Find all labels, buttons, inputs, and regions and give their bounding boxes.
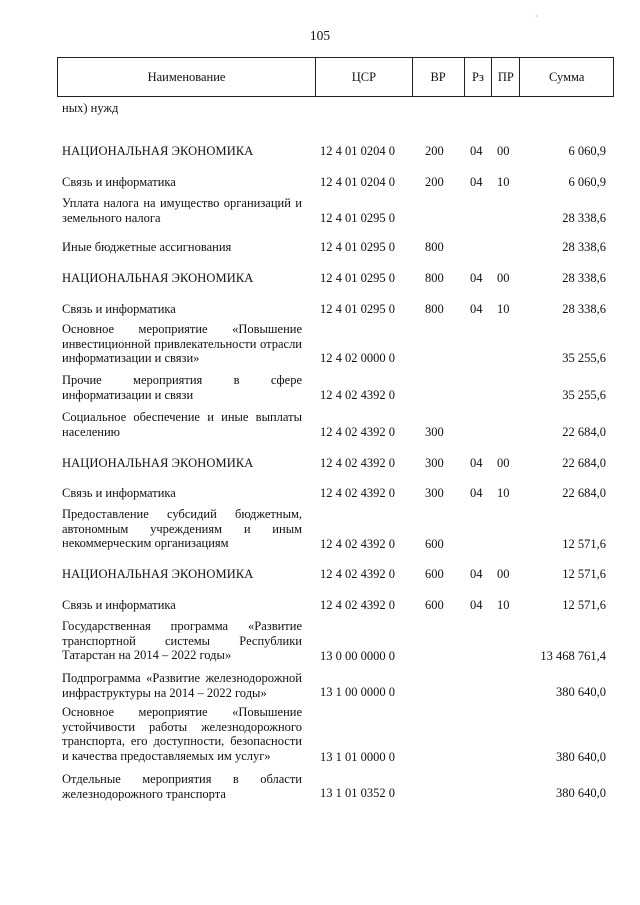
cell-vr: 300 (425, 425, 444, 439)
cell-sum: 28 338,6 (562, 240, 606, 254)
cell-vr: 300 (425, 486, 444, 500)
cell-csr: 12 4 02 0000 0 (320, 351, 395, 365)
cell-vr: 600 (425, 598, 444, 612)
cell-csr: 12 4 02 4392 0 (320, 425, 395, 439)
cell-csr: 12 4 02 4392 0 (320, 456, 395, 470)
cell-sum: 380 640,0 (556, 786, 606, 800)
cell-sum: 22 684,0 (562, 456, 606, 470)
cell-csr: 12 4 02 4392 0 (320, 598, 395, 612)
cell-vr: 800 (425, 302, 444, 316)
cell-csr: 12 4 01 0295 0 (320, 240, 395, 254)
scan-mark: · (535, 12, 538, 21)
cell-sum: 13 468 761,4 (540, 649, 606, 663)
cell-rz: 04 (470, 144, 483, 158)
cell-name: НАЦИОНАЛЬНАЯ ЭКОНОМИКА (62, 271, 254, 285)
header-vr: ВР (412, 58, 464, 96)
cell-name: Иные бюджетные ассигнования (62, 240, 232, 254)
cell-rz: 04 (470, 271, 483, 285)
cell-pr: 00 (497, 456, 510, 470)
cell-name: Отдельные мероприятия в области железнодорожного транспорта (62, 772, 302, 801)
cell-csr: 12 4 02 4392 0 (320, 388, 395, 402)
cell-sum: 6 060,9 (568, 175, 606, 189)
cell-pr: 10 (497, 598, 510, 612)
cell-sum: 28 338,6 (562, 302, 606, 316)
cell-sum: 380 640,0 (556, 685, 606, 699)
cell-pr: 00 (497, 144, 510, 158)
cell-vr: 600 (425, 537, 444, 551)
cell-sum: 12 571,6 (562, 567, 606, 581)
header-rz: Рз (464, 58, 492, 96)
header-name: Наименование (147, 69, 226, 84)
cell-name: Связь и информатика (62, 302, 176, 316)
cell-name: Уплата налога на имущество организаций и земельного налога (62, 196, 302, 225)
cell-csr: 12 4 02 4392 0 (320, 537, 395, 551)
cell-sum: 22 684,0 (562, 425, 606, 439)
cell-sum: 35 255,6 (562, 388, 606, 402)
cell-pr: 00 (497, 567, 510, 581)
cell-sum: 6 060,9 (568, 144, 606, 158)
cell-vr: 600 (425, 567, 444, 581)
cell-sum: 28 338,6 (562, 271, 606, 285)
cell-sum: 28 338,6 (562, 211, 606, 225)
cell-rz: 04 (470, 456, 483, 470)
cell-name: Связь и информатика (62, 486, 176, 500)
cell-csr: 13 1 01 0352 0 (320, 786, 395, 800)
cell-vr: 200 (425, 175, 444, 189)
cell-name: Предоставление субсидий бюджетным, автономным учреждениям и иным некоммерческим организациям (62, 507, 302, 550)
cell-sum: 35 255,6 (562, 351, 606, 365)
cell-csr: 12 4 01 0295 0 (320, 271, 395, 285)
cell-name: Основное мероприятие «Повышение устойчивости работы железнодорожного транспорта, его доступности, безопасности и качества предоставляемых им услуг» (62, 705, 302, 763)
cell-rz: 04 (470, 598, 483, 612)
header-csr: ЦСР (315, 58, 412, 96)
cell-name: Связь и информатика (62, 598, 176, 612)
cell-vr: 800 (425, 240, 444, 254)
cell-rz: 04 (470, 175, 483, 189)
header-sum: Сумма (519, 58, 613, 96)
cell-vr: 800 (425, 271, 444, 285)
cell-csr: 12 4 01 0204 0 (320, 144, 395, 158)
cell-csr: 12 4 01 0295 0 (320, 302, 395, 316)
carry-over-text: ных) нужд (62, 101, 119, 115)
cell-vr: 200 (425, 144, 444, 158)
cell-csr: 13 1 00 0000 0 (320, 685, 395, 699)
cell-sum: 12 571,6 (562, 598, 606, 612)
cell-csr: 12 4 01 0295 0 (320, 211, 395, 225)
cell-sum: 12 571,6 (562, 537, 606, 551)
cell-csr: 12 4 01 0204 0 (320, 175, 395, 189)
cell-name: Прочие мероприятия в сфере информатизации и связи (62, 373, 302, 402)
cell-csr: 13 0 00 0000 0 (320, 649, 395, 663)
cell-name: Государственная программа «Развитие транспортной системы Республики Татарстан на 2014 – 2022 годы» (62, 619, 302, 662)
page-number: 105 (309, 28, 331, 43)
header-pr: ПР (491, 58, 519, 96)
cell-pr: 10 (497, 302, 510, 316)
cell-rz: 04 (470, 486, 483, 500)
cell-vr: 300 (425, 456, 444, 470)
cell-name: Основное мероприятие «Повышение инвестиционной привлекательности отрасли информатизации и связи» (62, 322, 302, 365)
cell-pr: 10 (497, 175, 510, 189)
cell-sum: 380 640,0 (556, 750, 606, 764)
cell-name: Связь и информатика (62, 175, 176, 189)
cell-name: НАЦИОНАЛЬНАЯ ЭКОНОМИКА (62, 567, 254, 581)
cell-name: НАЦИОНАЛЬНАЯ ЭКОНОМИКА (62, 144, 254, 158)
cell-rz: 04 (470, 302, 483, 316)
cell-csr: 12 4 02 4392 0 (320, 486, 395, 500)
cell-name: Подпрограмма «Развитие железнодорожной инфраструктуры на 2014 – 2022 годы» (62, 671, 302, 700)
cell-rz: 04 (470, 567, 483, 581)
table-header (57, 57, 614, 97)
cell-csr: 13 1 01 0000 0 (320, 750, 395, 764)
cell-name: Социальное обеспечение и иные выплаты населению (62, 410, 302, 439)
cell-pr: 10 (497, 486, 510, 500)
cell-sum: 22 684,0 (562, 486, 606, 500)
cell-name: НАЦИОНАЛЬНАЯ ЭКОНОМИКА (62, 456, 254, 470)
cell-pr: 00 (497, 271, 510, 285)
cell-csr: 12 4 02 4392 0 (320, 567, 395, 581)
